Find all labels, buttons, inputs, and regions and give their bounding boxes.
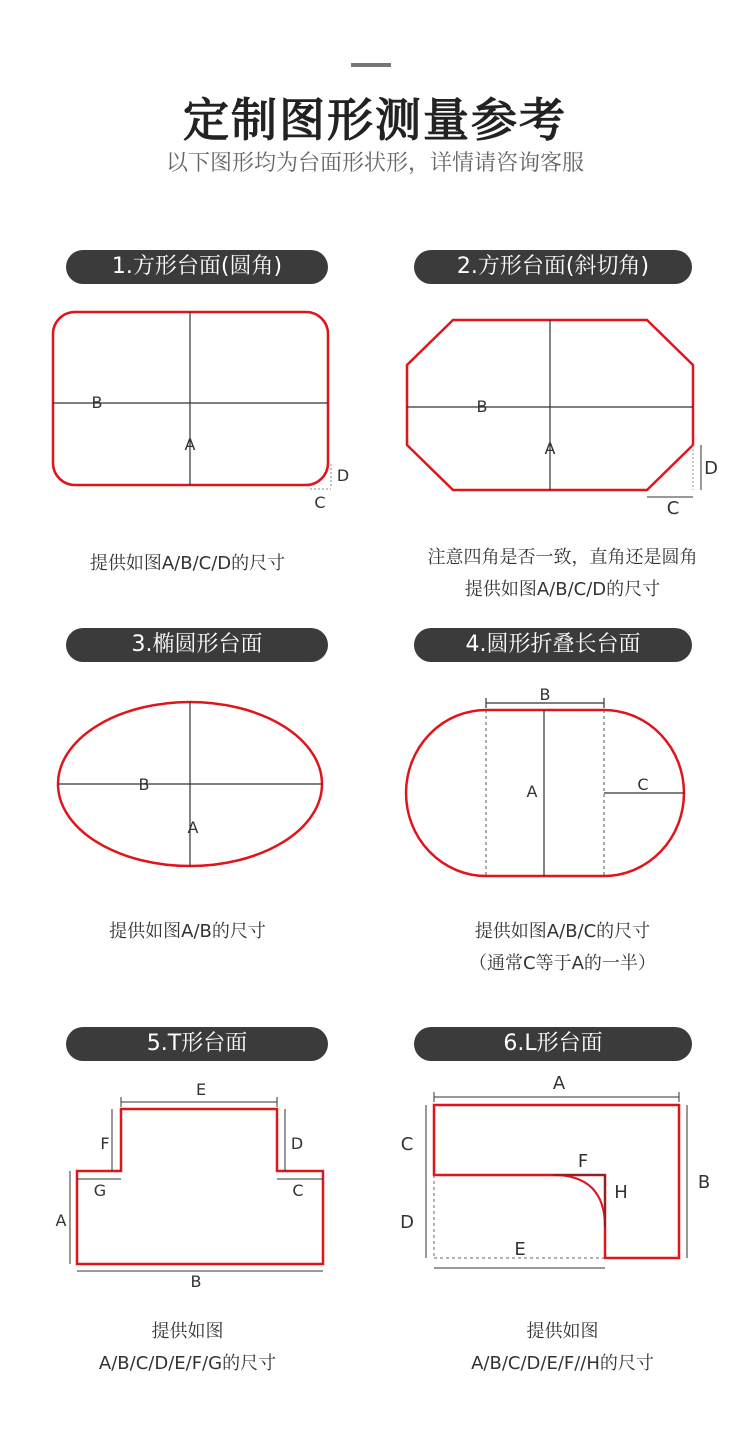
label-b: B xyxy=(138,775,150,794)
top-accent-bar xyxy=(351,63,391,67)
folding-round-table-diagram xyxy=(375,680,750,890)
section-6-caption xyxy=(375,1316,750,1380)
section-5-title: 5.T形台面 xyxy=(66,1027,328,1061)
label-b: B xyxy=(539,685,551,704)
label-a: A xyxy=(187,818,199,837)
section-3-caption xyxy=(0,916,375,948)
t-shape-outline xyxy=(77,1109,323,1264)
label-a: A xyxy=(55,1211,67,1230)
caption-line: 注意四角是否一致，直角还是圆角 xyxy=(427,547,698,568)
label-a: A xyxy=(526,782,538,801)
t-shape-diagram xyxy=(0,1075,375,1295)
label-d: D xyxy=(336,466,350,485)
caption-line: 提供如图 xyxy=(151,1321,224,1342)
label-a: A xyxy=(184,435,196,454)
caption-line: （通常C等于A的一半） xyxy=(469,953,656,974)
section-4-caption xyxy=(375,916,750,980)
label-c: C xyxy=(292,1181,304,1200)
l-shape-inner-curve xyxy=(553,1175,605,1227)
label-f: F xyxy=(577,1151,589,1172)
label-d: D xyxy=(400,1212,414,1233)
section-2-title: 2.方形台面(斜切角) xyxy=(414,250,692,284)
section-1-caption xyxy=(0,548,375,580)
l-shape-outline xyxy=(434,1105,679,1258)
label-e: E xyxy=(514,1239,526,1260)
label-c: C xyxy=(314,493,326,512)
label-c: C xyxy=(637,775,649,794)
label-d: D xyxy=(290,1134,304,1153)
label-b: B xyxy=(190,1272,202,1291)
ellipse-diagram xyxy=(0,680,375,890)
rounded-rect-diagram xyxy=(0,290,375,530)
caption-line: 提供如图 xyxy=(526,1321,599,1342)
section-6-title: 6.L形台面 xyxy=(414,1027,692,1061)
section-2-caption xyxy=(375,542,750,606)
section-5-caption xyxy=(0,1316,375,1380)
label-h: H xyxy=(614,1182,628,1203)
label-d: D xyxy=(704,458,718,479)
page-title: 定制图形测量参考 xyxy=(183,93,567,147)
caption-line: 提供如图A/B/C的尺寸 xyxy=(474,921,651,942)
label-g: G xyxy=(93,1181,107,1200)
section-4-title: 4.圆形折叠长台面 xyxy=(414,628,692,662)
label-a: A xyxy=(552,1073,566,1094)
caption-line: A/B/C/D/E/F//H的尺寸 xyxy=(471,1353,654,1374)
label-b: B xyxy=(476,397,488,416)
label-b: B xyxy=(697,1172,711,1193)
section-1-title: 1.方形台面(圆角) xyxy=(66,250,328,284)
label-b: B xyxy=(91,393,103,412)
caption-line: A/B/C/D/E/F/G的尺寸 xyxy=(98,1353,277,1374)
label-c: C xyxy=(400,1134,414,1155)
label-c: C xyxy=(666,498,680,519)
label-a: A xyxy=(544,439,556,458)
l-shape-diagram xyxy=(375,1062,750,1282)
label-e: E xyxy=(195,1080,207,1099)
caption-line: 提供如图A/B/C/D的尺寸 xyxy=(464,579,661,600)
page-subtitle: 以下图形均为台面形状形，详情请咨询客服 xyxy=(165,151,584,176)
caption-line: 提供如图A/B/C/D的尺寸 xyxy=(89,553,286,574)
caption-line: 提供如图A/B的尺寸 xyxy=(109,921,266,942)
label-f: F xyxy=(100,1134,110,1153)
chamfered-rect-diagram xyxy=(375,290,750,530)
section-3-title: 3.椭圆形台面 xyxy=(66,628,328,662)
